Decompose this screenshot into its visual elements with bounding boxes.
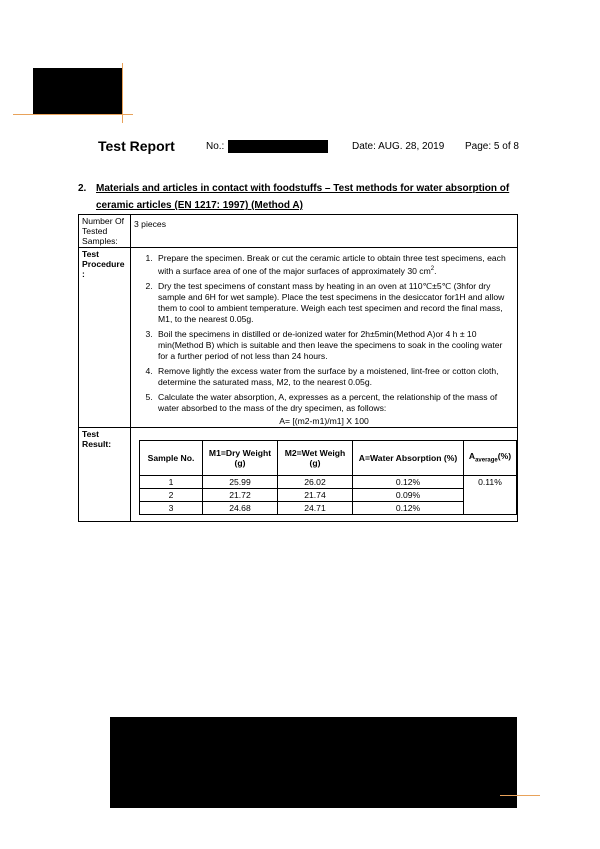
results-header-row bbox=[140, 440, 517, 475]
table-row: 3 24.68 24.71 0.12% bbox=[140, 501, 517, 514]
redacted-footer bbox=[110, 717, 517, 808]
col-header: Sample No. bbox=[140, 440, 203, 475]
report-title: Test Report bbox=[98, 138, 175, 154]
result-cell bbox=[131, 427, 518, 521]
report-number-label: No.: bbox=[206, 141, 225, 152]
formula: A= [(m2-m1)/m1] X 100 bbox=[279, 415, 369, 426]
results-table bbox=[139, 440, 517, 515]
samples-row bbox=[79, 215, 518, 248]
decorative-line bbox=[13, 114, 133, 115]
procedure-step: 4. Remove lightly the excess water from the surface by a moistened, lint-free or cotton cloth, determine the saturated mass, M2, to the nearest 0.05g. bbox=[155, 366, 511, 388]
procedure-step: 1. Prepare the specimen. Break or cut the ceramic article to obtain three test specimens, each with a surface area of one of the major surfaces of approximately 30 $cm^2$. bbox=[155, 253, 511, 277]
result-label: Test Result: bbox=[79, 427, 131, 521]
table-row: 1 25.99 26.02 0.12% 0.11% bbox=[140, 475, 517, 488]
redacted-logo bbox=[33, 68, 123, 115]
procedure-label: Test Procedure : bbox=[79, 248, 131, 428]
decorative-line bbox=[122, 63, 123, 123]
samples-value: 3 pieces bbox=[131, 215, 518, 248]
procedure-cell bbox=[131, 248, 518, 428]
procedure-step: 3. Boil the specimens in distilled or de-ionized water for 2h±5min(Method A)or 4 h ± 10 min(Method B) which is suitable and then leave the specimens to soak in the cooling water for a further period of not less than 24 hours. bbox=[155, 329, 511, 362]
samples-label: Number Of Tested Samples: bbox=[79, 215, 131, 248]
section-number: 2. bbox=[78, 183, 87, 194]
redacted-report-number bbox=[228, 140, 328, 153]
col-header: A=Water Absorption (%) bbox=[353, 440, 464, 475]
procedure-row bbox=[79, 248, 518, 428]
col-header: M2=Wet Weigh (g) bbox=[278, 440, 353, 475]
col-header: M1=Dry Weight (g) bbox=[203, 440, 278, 475]
report-date: Date: AUG. 28, 2019 bbox=[352, 141, 445, 152]
procedure-steps bbox=[133, 253, 515, 414]
table-row: 2 21.72 21.74 0.09% bbox=[140, 488, 517, 501]
section-title: Materials and articles in contact with foodstuffs – Test methods for water absorption of ceramic articles (EN 1217: 1997) (Method A) bbox=[96, 183, 510, 211]
procedure-step: 2. Dry the test specimens of constant mass by heating in an oven at 110℃±5℃ (3hfor dry sample and 6H for wet sample). Place the test specimens in the desiccator for1H and allow them to cool to ambient temperature. Weigh each test specimen and record the final mass, M1, to the nearest 0.05g. bbox=[155, 281, 511, 325]
col-header-average: $A_{average}(\%)$ bbox=[464, 440, 517, 475]
decorative-line bbox=[500, 795, 540, 796]
procedure-step: 5. Calculate the water absorption, A, expresses as a percent, the relationship of the mass of water absorbed to the mass of the dry specimen, as follows: bbox=[155, 392, 511, 414]
average-value: 0.11% bbox=[464, 475, 517, 514]
result-row bbox=[79, 427, 518, 521]
test-table bbox=[78, 214, 518, 522]
page-number: Page: 5 of 8 bbox=[465, 141, 519, 152]
